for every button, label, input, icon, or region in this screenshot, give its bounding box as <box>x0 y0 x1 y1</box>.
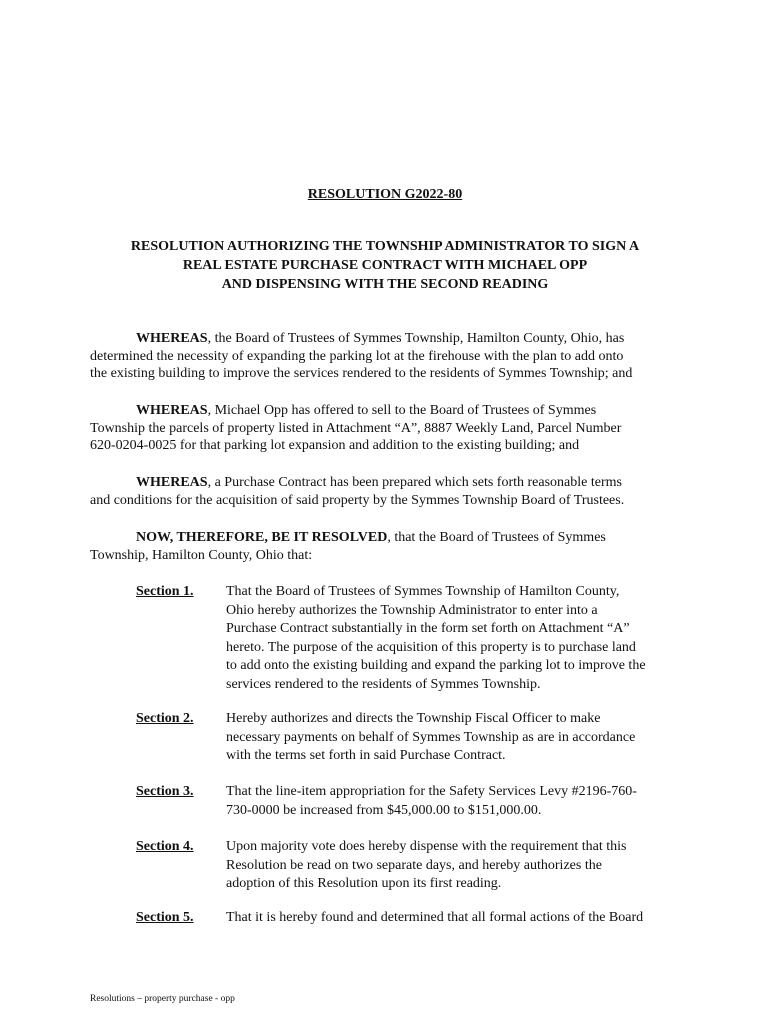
resolution-heading <box>60 237 710 294</box>
section-line: Ohio hereby authorizes the Township Administrator to enter into a <box>226 602 598 618</box>
section-line: with the terms set forth in said Purchase Contract. <box>226 748 506 763</box>
heading-line: REAL ESTATE PURCHASE CONTRACT WITH MICHAEL OPP <box>182 258 588 273</box>
section-body <box>226 838 696 894</box>
section-body <box>226 710 696 766</box>
whereas-paragraph-1 <box>90 330 690 383</box>
paragraph-line <box>90 330 690 348</box>
paragraph-line: 620-0204-0025 for that parking lot expansion and addition to the existing building; and <box>90 438 580 453</box>
resolved-lead: NOW, THEREFORE, BE IT RESOLVED <box>136 530 388 545</box>
section-label: Section 4. <box>136 839 194 854</box>
section-body <box>226 909 696 928</box>
section-line: hereto. The purpose of the acquisition of this property is to purchase land <box>226 639 636 655</box>
whereas-paragraph-3 <box>90 474 690 509</box>
resolution-title: RESOLUTION G2022-80 <box>307 187 463 202</box>
whereas-lead: WHEREAS <box>136 331 208 346</box>
paragraph-line <box>90 474 690 492</box>
heading-line: RESOLUTION AUTHORIZING THE TOWNSHIP ADMINISTRATOR TO SIGN A <box>130 239 640 254</box>
paragraph-line <box>90 402 690 420</box>
section-line: necessary payments on behalf of Symmes Township as are in accordance <box>226 729 636 745</box>
section-line: services rendered to the residents of Symmes Township. <box>226 676 541 692</box>
section-body <box>226 783 696 820</box>
section-line: adoption of this Resolution upon its first reading. <box>226 876 502 891</box>
paragraph-line: and conditions for the acquisition of said property by the Symmes Township Board of Trustees. <box>90 492 625 508</box>
section-label: Section 3. <box>136 784 194 799</box>
heading-line: AND DISPENSING WITH THE SECOND READING <box>221 277 549 292</box>
section-line: Resolution be read on two separate days, and hereby authorizes the <box>226 857 602 873</box>
section-line: 730-0000 be increased from $45,000.00 to $151,000.00. <box>226 802 542 818</box>
page-footer: Resolutions – property purchase - opp <box>90 994 235 1004</box>
section-label: Section 2. <box>136 711 194 726</box>
whereas-paragraph-2 <box>90 402 690 455</box>
paragraph-line: determined the necessity of expanding the parking lot at the firehouse with the plan to add onto <box>90 348 624 364</box>
paragraph-text: , Michael Opp has offered to sell to the Board of Trustees of Symmes <box>207 403 597 418</box>
section-label: Section 5. <box>136 910 194 925</box>
paragraph-line: Township, Hamilton County, Ohio that: <box>90 547 313 563</box>
section-line: Purchase Contract substantially in the form set forth on Attachment “A” <box>226 621 630 636</box>
section-line: Upon majority vote does hereby dispense with the requirement that this <box>226 839 627 854</box>
section-line: That the Board of Trustees of Symmes Township of Hamilton County, <box>226 584 620 599</box>
whereas-lead: WHEREAS <box>136 403 208 418</box>
paragraph-text: , the Board of Trustees of Symmes Township, Hamilton County, Ohio, has <box>207 331 625 346</box>
paragraph-line: Township the parcels of property listed in Attachment “A”, 8887 Weekly Land, Parcel Number <box>90 420 622 436</box>
resolved-paragraph <box>90 529 690 564</box>
section-line: Hereby authorizes and directs the Township Fiscal Officer to make <box>226 711 601 726</box>
paragraph-text: , that the Board of Trustees of Symmes <box>387 530 606 545</box>
whereas-lead: WHEREAS <box>136 475 208 490</box>
section-line: That the line-item appropriation for the Safety Services Levy #2196-760- <box>226 784 637 799</box>
section-line: That it is hereby found and determined that all formal actions of the Board <box>226 910 644 925</box>
section-line: to add onto the existing building and expand the parking lot to improve the <box>226 658 646 673</box>
paragraph-line: the existing building to improve the services rendered to the residents of Symmes Township; and <box>90 366 633 381</box>
paragraph-text: , a Purchase Contract has been prepared which sets forth reasonable terms <box>207 475 622 490</box>
section-body <box>226 583 696 694</box>
paragraph-line <box>90 529 690 547</box>
section-label: Section 1. <box>136 584 194 599</box>
